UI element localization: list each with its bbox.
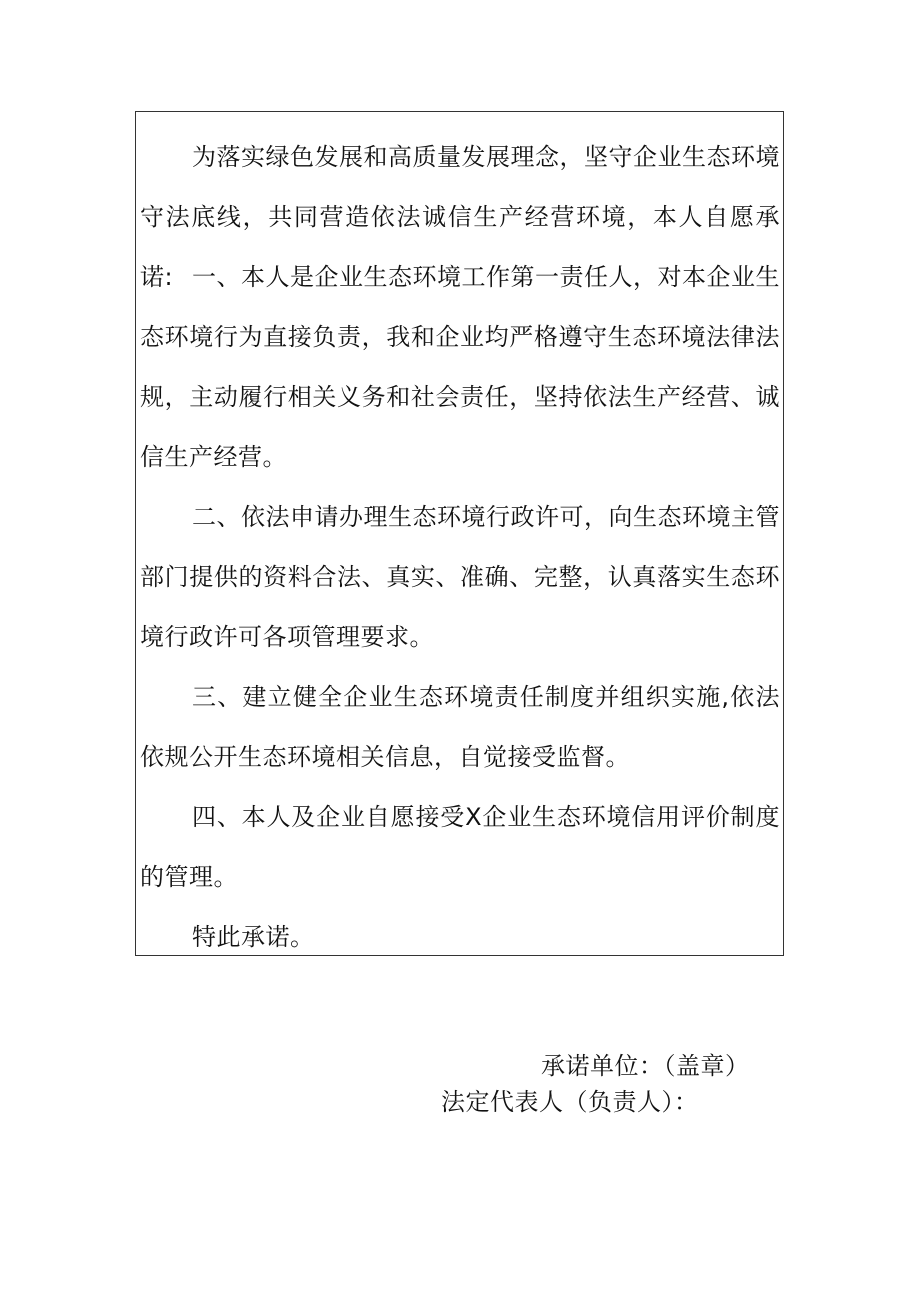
pledge-intro-paragraph: 为落实绿色发展和高质量发展理念，坚守企业生态环境守法底线，共同营造依法诚信生产经营环境，本人自愿承诺: (140, 143, 780, 291)
pledge-item-3: 三、建立健全企业生态环境责任制度并组织实施,依法依规公开生态环境相关信息，自觉接受监督。 (140, 683, 780, 771)
pledge-closing: 特此承诺。 (192, 923, 315, 951)
pledge-item-2: 二、依法申请办理生态环境行政许可，向生态环境主管部门提供的资料合法、真实、准确、完整，认真落实生态环境行政许可各项管理要求。 (140, 503, 780, 651)
signature-representative-line: 法定代表人（负责人）： (441, 1088, 699, 1116)
pledge-item-4: 四、本人及企业自愿接受X企业生态环境信用评价制度的管理。 (140, 803, 780, 891)
signature-unit-line: 承诺单位：（盖章） (541, 1052, 750, 1080)
pledge-item-1: 一、本人是企业生态环境工作第一责任人，对本企业生态环境行为直接负责，我和企业均严格遵守生态环境法律法规，主动履行相关义务和社会责任，坚持依法生产经营、诚信生产经营。 (140, 263, 780, 471)
pledge-text-box (135, 111, 784, 956)
